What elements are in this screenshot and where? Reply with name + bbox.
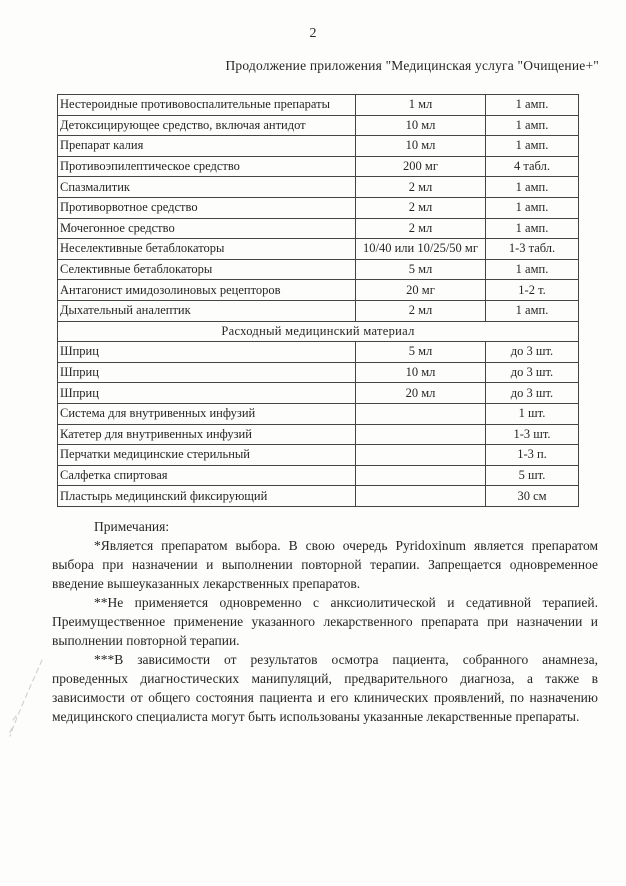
item-name-cell: Шприц	[58, 362, 356, 383]
dose-cell	[356, 445, 486, 466]
appendix-continuation-header: Продолжение приложения "Медицинская услуга "Очищение+"	[225, 58, 599, 73]
item-name-cell: Катетер для внутривенных инфузий	[58, 424, 356, 445]
medical-supplies-table-wrap	[57, 94, 578, 507]
notes-block	[52, 517, 598, 726]
table-row	[58, 342, 579, 363]
table-row	[58, 300, 579, 321]
item-name-cell: Неселективные бетаблокаторы	[58, 239, 356, 260]
dose-cell: 20 мл	[356, 383, 486, 404]
quantity-cell: 1-3 п.	[486, 445, 579, 466]
dose-cell: 2 мл	[356, 300, 486, 321]
quantity-cell: 30 см	[486, 486, 579, 507]
quantity-cell: 1-3 табл.	[486, 239, 579, 260]
dose-cell	[356, 424, 486, 445]
note-paragraph: ***В зависимости от результатов осмотра пациента, собранного анамнеза, проведенных диагностических манипуляций, предварительного диагноза, а также в зависимости от общего состояния пациента и его клинических проявлений, по назначению медицинского специалиста могут быть использованы указанные лекарственные препараты.	[52, 652, 598, 724]
item-name-cell: Селективные бетаблокаторы	[58, 259, 356, 280]
dose-cell: 5 мл	[356, 342, 486, 363]
dose-cell	[356, 465, 486, 486]
table-row	[58, 403, 579, 424]
quantity-cell: 1 амп.	[486, 115, 579, 136]
notes-title: Примечания:	[94, 519, 170, 534]
quantity-cell: 1 амп.	[486, 177, 579, 198]
dose-cell: 1 мл	[356, 95, 486, 116]
table-row	[58, 486, 579, 507]
dose-cell: 2 мл	[356, 177, 486, 198]
table-row	[58, 95, 579, 116]
table-row	[58, 465, 579, 486]
quantity-cell: 1 шт.	[486, 403, 579, 424]
table-row	[58, 197, 579, 218]
table-row	[58, 362, 579, 383]
section-header-cell: Расходный медицинский материал	[58, 321, 579, 342]
table-section-row	[58, 321, 579, 342]
table-row	[58, 445, 579, 466]
quantity-cell: 4 табл.	[486, 156, 579, 177]
quantity-cell: до 3 шт.	[486, 383, 579, 404]
dose-cell: 10/40 или 10/25/50 мг	[356, 239, 486, 260]
item-name-cell: Система для внутривенных инфузий	[58, 403, 356, 424]
dose-cell: 200 мг	[356, 156, 486, 177]
medical-supplies-table	[57, 94, 579, 507]
dose-cell: 5 мл	[356, 259, 486, 280]
table-row	[58, 280, 579, 301]
table-row	[58, 177, 579, 198]
quantity-cell: до 3 шт.	[486, 362, 579, 383]
item-name-cell: Шприц	[58, 342, 356, 363]
table-row	[58, 383, 579, 404]
item-name-cell: Антагонист имидозолиновых рецепторов	[58, 280, 356, 301]
quantity-cell: 5 шт.	[486, 465, 579, 486]
note-paragraph: **Не применяется одновременно с анксиолитической и седативной терапией. Преимущественное применение указанного лекарственного препарата при назначении и выполнении повторной терапии.	[52, 595, 598, 648]
dose-cell	[356, 403, 486, 424]
item-name-cell: Мочегонное средство	[58, 218, 356, 239]
table-row	[58, 115, 579, 136]
item-name-cell: Противорвотное средство	[58, 197, 356, 218]
scan-smudge-artifact	[2, 658, 52, 753]
item-name-cell: Дыхательный аналептик	[58, 300, 356, 321]
table-row	[58, 259, 579, 280]
quantity-cell: 1 амп.	[486, 136, 579, 157]
item-name-cell: Шприц	[58, 383, 356, 404]
table-row	[58, 156, 579, 177]
dose-cell: 10 мл	[356, 136, 486, 157]
item-name-cell: Противоэпилептическое средство	[58, 156, 356, 177]
quantity-cell: 1-2 т.	[486, 280, 579, 301]
dose-cell: 2 мл	[356, 197, 486, 218]
page-number: 2	[309, 26, 317, 41]
table-row	[58, 239, 579, 260]
quantity-cell: 1 амп.	[486, 95, 579, 116]
quantity-cell: 1 амп.	[486, 197, 579, 218]
quantity-cell: 1-3 шт.	[486, 424, 579, 445]
table-row	[58, 136, 579, 157]
table-row	[58, 424, 579, 445]
item-name-cell: Салфетка спиртовая	[58, 465, 356, 486]
quantity-cell: 1 амп.	[486, 300, 579, 321]
dose-cell	[356, 486, 486, 507]
item-name-cell: Препарат калия	[58, 136, 356, 157]
note-paragraph: *Является препаратом выбора. В свою очередь Pyridoxinum является препаратом выбора при назначении и выполнении повторной терапии. Запрещается одновременное введение вышеуказанных лекарственных препаратов.	[52, 538, 598, 591]
item-name-cell: Спазмалитик	[58, 177, 356, 198]
item-name-cell: Нестероидные противовоспалительные препараты	[58, 95, 356, 116]
quantity-cell: 1 амп.	[486, 259, 579, 280]
dose-cell: 2 мл	[356, 218, 486, 239]
item-name-cell: Детоксицирующее средство, включая антидот	[58, 115, 356, 136]
table-row	[58, 218, 579, 239]
quantity-cell: 1 амп.	[486, 218, 579, 239]
item-name-cell: Пластырь медицинский фиксирующий	[58, 486, 356, 507]
quantity-cell: до 3 шт.	[486, 342, 579, 363]
dose-cell: 10 мл	[356, 115, 486, 136]
item-name-cell: Перчатки медицинские стерильный	[58, 445, 356, 466]
dose-cell: 10 мл	[356, 362, 486, 383]
dose-cell: 20 мг	[356, 280, 486, 301]
